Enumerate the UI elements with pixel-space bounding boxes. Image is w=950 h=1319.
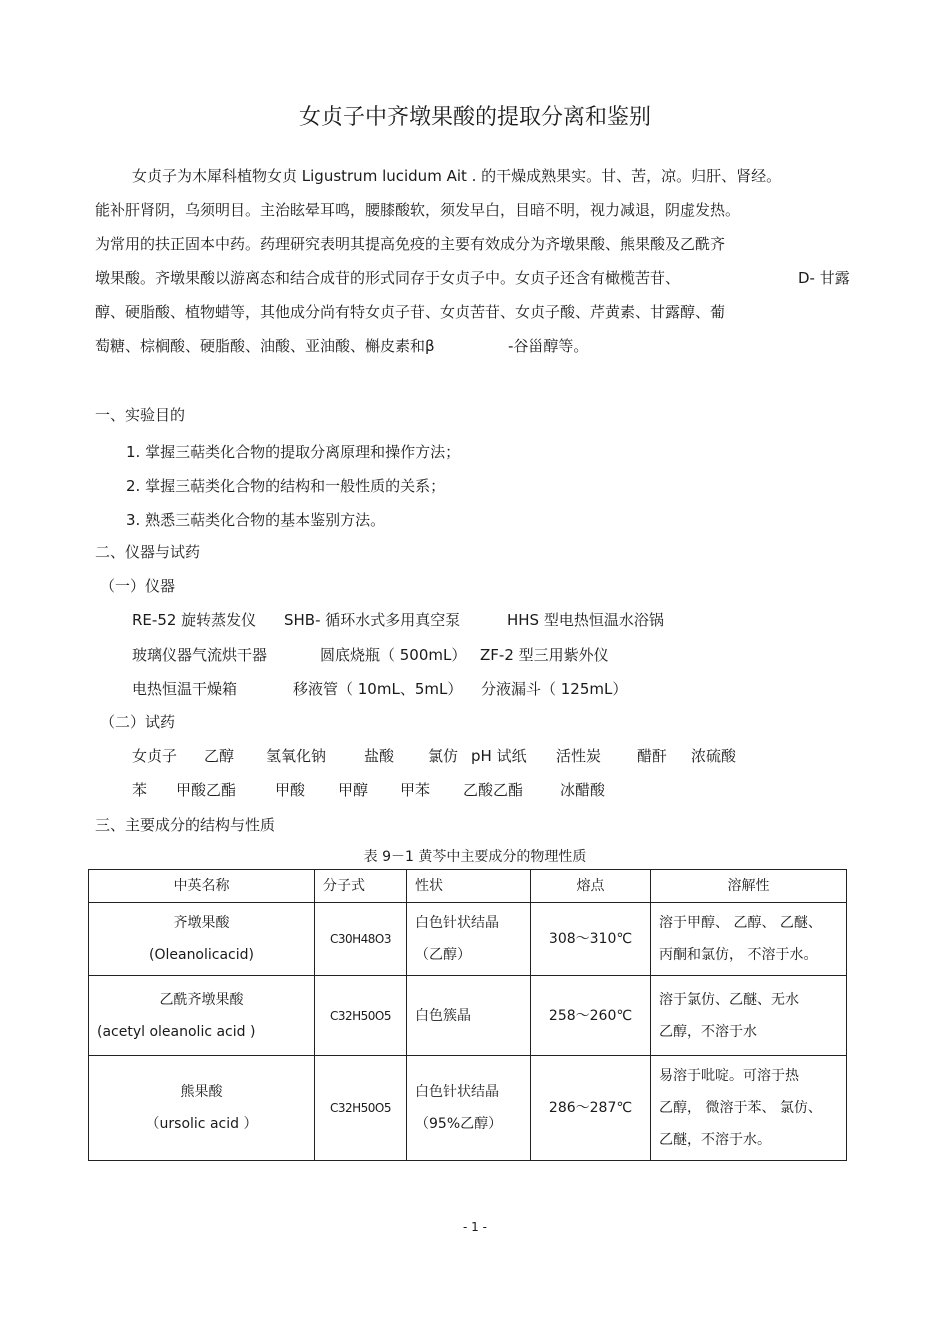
reagent-item: 氯仿	[428, 747, 459, 765]
cell-state	[407, 976, 531, 1056]
header-solubility: 溶解性	[651, 870, 847, 903]
header-name: 中英名称	[89, 870, 315, 903]
cell-state	[407, 1056, 531, 1161]
reagent-item: 甲酸	[275, 781, 306, 799]
state-line: 白色簇晶	[415, 1007, 471, 1024]
solubility-line: 溶于氯仿、乙醚、无水	[659, 991, 799, 1008]
reagent-item: 乙醇	[204, 747, 235, 765]
cell-mp: 286～287℃	[531, 1056, 651, 1161]
table-row	[89, 1056, 847, 1161]
state-line: （95%乙醇）	[415, 1116, 503, 1132]
objective-item-1: 1. 掌握三萜类化合物的提取分离原理和操作方法；	[126, 443, 461, 461]
cell-formula: C32H50O5	[315, 976, 407, 1056]
cell-formula: C30H48O3	[315, 903, 407, 976]
solubility-line: 溶于甲醇、 乙醇、 乙醚、	[659, 915, 822, 931]
objective-item-2: 2. 掌握三萜类化合物的结构和一般性质的关系；	[126, 477, 446, 495]
name-cn: 熊果酸	[180, 1084, 223, 1100]
intro-line-1: 女贞子为木犀科植物女贞 Ligustrum lucidum Ait . 的干燥成熟果实。甘、苦，凉。归肝、肾经。	[132, 167, 782, 185]
instrument-row-1	[0, 609, 950, 631]
document-title: 女贞子中齐墩果酸的提取分离和鉴别	[298, 105, 651, 130]
reagent-item: pH 试纸	[471, 747, 527, 765]
intro-line-4: 墩果酸。齐墩果酸以游离态和结合成苷的形式同存于女贞子中。女贞子还含有橄榄苦苷、	[95, 269, 681, 287]
solubility-line: 乙醇， 微溶于苯、 氯仿、	[659, 1100, 822, 1116]
name-en: (acetyl oleanolic acid )	[97, 1023, 256, 1040]
reagent-item: 盐酸	[364, 747, 395, 765]
state-line: （乙醇）	[415, 947, 471, 963]
table-row	[89, 976, 847, 1056]
state-line: 白色针状结晶	[415, 915, 499, 931]
state-line: 白色针状结晶	[415, 1084, 499, 1100]
table-header-row	[89, 870, 847, 903]
solubility-line: 易溶于吡啶。可溶于热	[659, 1068, 799, 1084]
instrument-item: ZF-2 型三用紫外仪	[480, 646, 609, 664]
reagent-item: 甲醇	[338, 781, 369, 799]
header-formula: 分子式	[315, 870, 407, 903]
table-row	[89, 903, 847, 976]
instrument-item: SHB- 循环水式多用真空泵	[284, 611, 461, 629]
name-en: (Oleanolicacid)	[149, 947, 254, 963]
instrument-item: 电热恒温干燥箱	[132, 680, 238, 698]
cell-formula: C32H50O5	[315, 1056, 407, 1161]
instrument-row-2	[0, 644, 950, 666]
reagent-item: 醋酐	[637, 747, 668, 765]
page-number: - 1 -	[463, 1220, 487, 1234]
objective-item-3: 3. 熟悉三萜类化合物的基本鉴别方法。	[126, 511, 386, 529]
reagent-item: 氢氧化钠	[266, 747, 327, 765]
instrument-item: RE-52 旋转蒸发仪	[132, 611, 257, 629]
instrument-item: 玻璃仪器气流烘干器	[132, 646, 268, 664]
header-mp: 熔点	[531, 870, 651, 903]
table-caption: 表 9－1 黄芩中主要成分的物理性质	[363, 849, 587, 865]
cell-mp: 308～310℃	[531, 903, 651, 976]
section-1-heading: 一、实验目的	[95, 406, 186, 424]
intro-line-6: 萄糖、棕榈酸、硬脂酸、油酸、亚油酸、槲皮素和β	[95, 337, 435, 355]
intro-line-4-tail: D- 甘露	[798, 269, 850, 287]
header-state: 性状	[407, 870, 531, 903]
reagent-item: 活性炭	[556, 747, 602, 765]
instrument-item: 圆底烧瓶（ 500mL）	[320, 646, 467, 664]
instrument-row-3	[0, 678, 950, 700]
intro-line-5: 醇、硬脂酸、植物蜡等，其他成分尚有特女贞子苷、女贞苦苷、女贞子酸、芹黄素、甘露醇、葡	[95, 303, 726, 321]
cell-name	[89, 1056, 315, 1161]
reagent-item: 甲酸乙酯	[176, 781, 237, 799]
reagent-item: 冰醋酸	[560, 781, 606, 799]
intro-line-6-tail: -谷甾醇等。	[508, 337, 589, 355]
cell-solubility	[651, 903, 847, 976]
instruments-subheading: （一）仪器	[100, 577, 176, 595]
reagents-subheading: （二）试药	[100, 713, 176, 731]
section-2-heading: 二、仪器与试药	[95, 543, 201, 561]
instrument-item: 移液管（ 10mL、5mL）	[293, 680, 463, 698]
cell-solubility	[651, 976, 847, 1056]
cell-name	[89, 976, 315, 1056]
name-cn: 齐墩果酸	[173, 915, 230, 931]
instrument-item: HHS 型电热恒温水浴锅	[507, 611, 664, 629]
reagent-item: 甲苯	[400, 781, 431, 799]
instrument-item: 分液漏斗（ 125mL）	[481, 680, 628, 698]
reagent-item: 浓硫酸	[691, 747, 737, 765]
cell-state	[407, 903, 531, 976]
solubility-line: 乙醇，不溶于水	[659, 1023, 757, 1040]
cell-solubility	[651, 1056, 847, 1161]
cell-mp: 258～260℃	[531, 976, 651, 1056]
name-en: （ursolic acid ）	[145, 1116, 258, 1132]
name-cn: 乙酰齐墩果酸	[159, 991, 244, 1008]
reagent-item: 乙酸乙酯	[463, 781, 524, 799]
reagent-row-1	[0, 745, 950, 767]
cell-name	[89, 903, 315, 976]
reagent-item: 苯	[132, 781, 148, 799]
solubility-line: 乙醚，不溶于水。	[659, 1132, 771, 1148]
intro-line-2: 能补肝肾阴，乌须明目。主治眩晕耳鸣，腰膝酸软，须发早白，目暗不明，视力减退，阴虚发热。	[95, 201, 741, 219]
intro-line-3: 为常用的扶正固本中药。药理研究表明其提高免疫的主要有效成分为齐墩果酸、熊果酸及乙酰齐	[95, 235, 726, 253]
section-3-heading: 三、主要成分的结构与性质	[95, 816, 276, 834]
reagent-item: 女贞子	[132, 747, 178, 765]
solubility-line: 丙酮和氯仿， 不溶于水。	[659, 947, 818, 963]
reagent-row-2	[0, 779, 950, 801]
properties-table	[88, 869, 847, 1161]
